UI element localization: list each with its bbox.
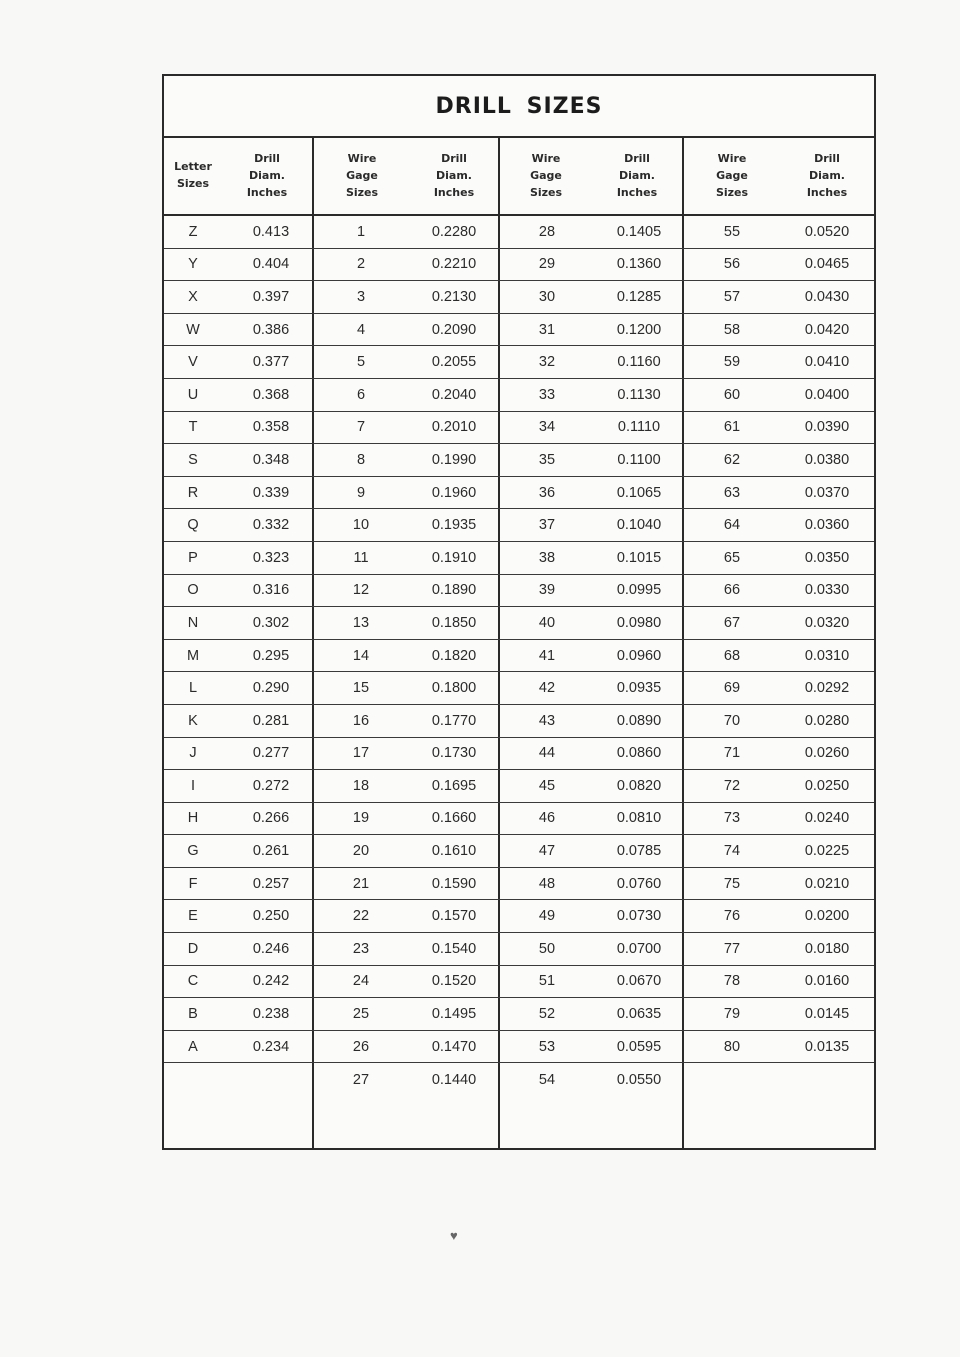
wire-gage-cell: 71 (723, 745, 741, 762)
table-row (164, 738, 874, 771)
drill-diameter-cell: 0.0250 (804, 777, 850, 794)
drill-diameter-cell: 0.2280 (431, 223, 477, 240)
wire-gage-cell: 34 (538, 419, 556, 436)
drill-diameter-cell: 0.1590 (431, 875, 477, 892)
drill-diameter-cell: 0.0520 (804, 223, 850, 240)
letter-size-cell: H (187, 810, 199, 827)
column-header-line: Drill (441, 151, 467, 165)
drill-diameter-cell: 0.0400 (804, 386, 850, 403)
wire-gage-cell: 25 (352, 1006, 370, 1023)
table-row (164, 509, 874, 542)
drill-diameter-cell: 0.1015 (616, 549, 662, 566)
drill-diameter-cell: 0.0890 (616, 712, 662, 729)
wire-gage-cell: 49 (538, 908, 556, 925)
drill-diameter-cell: 0.0160 (804, 973, 850, 990)
drill-diameter-cell: 0.242 (252, 973, 290, 990)
drill-diameter-cell: 0.1820 (431, 647, 477, 664)
wire-gage-cell: 77 (723, 940, 741, 957)
drill-diameter-cell: 0.1495 (431, 1006, 477, 1023)
drill-diameter-cell: 0.0980 (616, 614, 662, 631)
table-row (164, 900, 874, 933)
drill-diameter-cell: 0.0360 (804, 517, 850, 534)
drill-diameter-cell: 0.0210 (804, 875, 850, 892)
letter-size-cell: U (187, 386, 199, 403)
letter-size-cell: V (188, 354, 198, 371)
column-header-line: Diam. (809, 168, 845, 182)
wire-gage-cell: 47 (538, 843, 556, 860)
wire-gage-cell: 36 (538, 484, 556, 501)
drill-diameter-cell: 0.1100 (617, 451, 661, 468)
letter-size-cell: P (188, 549, 198, 566)
drill-diameter-cell: 0.0200 (804, 908, 850, 925)
wire-gage-cell: 38 (538, 549, 556, 566)
wire-gage-cell: 40 (538, 614, 556, 631)
column-header-line: Drill (814, 151, 840, 165)
wire-gage-cell: 46 (538, 810, 556, 827)
wire-gage-cell: 12 (352, 582, 370, 599)
wire-gage-cell: 66 (723, 582, 741, 599)
wire-gage-cell: 53 (538, 1038, 556, 1055)
table-row (164, 1031, 874, 1064)
table-row (164, 705, 874, 738)
wire-gage-cell: 31 (538, 321, 556, 338)
wire-gage-cell: 65 (723, 549, 741, 566)
drill-diameter-cell: 0.358 (252, 419, 290, 436)
drill-diameter-cell: 0.0935 (616, 680, 662, 697)
wire-gage-cell: 54 (538, 1071, 556, 1088)
column-header-line: Inches (246, 185, 288, 199)
drill-diameter-cell: 0.1470 (431, 1038, 477, 1055)
drill-diameter-cell: 0.1160 (617, 354, 661, 371)
wire-gage-cell: 19 (352, 810, 370, 827)
letter-size-cell: I (190, 777, 196, 794)
column-header-line: Diam. (436, 168, 472, 182)
letter-size-cell: N (187, 614, 199, 631)
letter-size-cell: J (189, 745, 197, 762)
drill-diameter-cell: 0.1770 (431, 712, 477, 729)
wire-gage-cell: 41 (538, 647, 556, 664)
drill-diameter-cell: 0.1130 (617, 386, 661, 403)
column-header-line: Diam. (249, 168, 285, 182)
wire-gage-cell: 67 (723, 614, 741, 631)
wire-gage-cell: 55 (723, 223, 741, 240)
drill-diameter-cell: 0.0260 (804, 745, 850, 762)
wire-gage-cell: 14 (352, 647, 370, 664)
table-body (164, 216, 874, 1096)
drill-diameter-cell: 0.0810 (616, 810, 662, 827)
wire-gage-cell: 80 (723, 1038, 741, 1055)
wire-gage-cell: 45 (538, 777, 556, 794)
drill-diameter-cell: 0.277 (252, 745, 290, 762)
column-header (314, 136, 410, 214)
wire-gage-cell: 58 (723, 321, 741, 338)
table-row (164, 868, 874, 901)
drill-diameter-cell: 0.348 (252, 451, 290, 468)
drill-diameter-cell: 0.0465 (804, 256, 850, 273)
drill-diameter-cell: 0.281 (252, 712, 290, 729)
drill-diameter-cell: 0.0320 (804, 614, 850, 631)
table-row (164, 412, 874, 445)
drill-diameter-cell: 0.246 (252, 940, 290, 957)
drill-diameter-cell: 0.0820 (616, 777, 662, 794)
drill-diameter-cell: 0.0370 (804, 484, 850, 501)
wire-gage-cell: 76 (723, 908, 741, 925)
drill-diameter-cell: 0.1850 (431, 614, 477, 631)
drill-diameter-cell: 0.332 (252, 517, 290, 534)
drill-diameter-cell: 0.0860 (616, 745, 662, 762)
column-header-line: Sizes (176, 177, 210, 190)
drill-diameter-cell: 0.1065 (616, 484, 662, 501)
drill-diameter-cell: 0.1660 (431, 810, 477, 827)
drill-diameter-cell: 0.0420 (804, 321, 850, 338)
drill-diameter-cell: 0.323 (252, 549, 290, 566)
column-header (592, 136, 682, 214)
column-header-line: Gage (716, 168, 748, 182)
drill-diameter-cell: 0.413 (252, 223, 290, 240)
wire-gage-cell: 56 (723, 256, 741, 273)
letter-size-cell: K (188, 712, 198, 729)
table-row (164, 281, 874, 314)
drill-diameter-cell: 0.261 (252, 843, 290, 860)
wire-gage-cell: 2 (356, 256, 366, 273)
wire-gage-cell: 17 (352, 745, 370, 762)
drill-diameter-cell: 0.1570 (431, 908, 477, 925)
drill-diameter-cell: 0.2010 (431, 419, 477, 436)
wire-gage-cell: 7 (356, 419, 366, 436)
drill-diameter-cell: 0.1110 (617, 419, 661, 436)
column-header-line: Diam. (619, 168, 655, 182)
wire-gage-cell: 63 (723, 484, 741, 501)
letter-size-cell: G (187, 843, 199, 860)
letter-size-cell: E (188, 908, 198, 925)
column-header-line: Gage (530, 168, 562, 182)
wire-gage-cell: 4 (356, 321, 366, 338)
wire-gage-cell: 8 (356, 451, 366, 468)
wire-gage-cell: 51 (538, 973, 556, 990)
drill-diameter-cell: 0.1990 (431, 451, 477, 468)
wire-gage-cell: 68 (723, 647, 741, 664)
wire-gage-cell: 44 (538, 745, 556, 762)
column-header (500, 136, 592, 214)
wire-gage-cell: 15 (352, 680, 370, 697)
wire-gage-cell: 64 (723, 517, 741, 534)
table-row (164, 477, 874, 510)
column-header-line: Drill (254, 151, 280, 165)
drill-diameter-cell: 0.1935 (431, 517, 477, 534)
column-header-line: Inches (616, 185, 658, 199)
drill-diameter-cell: 0.0730 (616, 908, 662, 925)
drill-diameter-cell: 0.0785 (616, 843, 662, 860)
drill-diameter-cell: 0.2090 (431, 321, 477, 338)
drill-diameter-cell: 0.266 (252, 810, 290, 827)
letter-size-cell: C (187, 973, 199, 990)
drill-diameter-cell: 0.2040 (431, 386, 477, 403)
wire-gage-cell: 43 (538, 712, 556, 729)
letter-size-cell: M (186, 647, 200, 664)
table-row (164, 803, 874, 836)
drill-diameter-cell: 0.1360 (616, 256, 662, 273)
drill-diameter-cell: 0.0135 (804, 1038, 850, 1055)
drill-diameter-cell: 0.1610 (431, 843, 477, 860)
drill-diameter-cell: 0.1960 (431, 484, 477, 501)
letter-size-cell: T (188, 419, 198, 436)
drill-diameter-cell: 0.397 (252, 288, 290, 305)
drill-diameter-cell: 0.1405 (616, 223, 662, 240)
drill-diameter-cell: 0.0280 (804, 712, 850, 729)
wire-gage-cell: 6 (356, 386, 366, 403)
column-header-line: Inches (433, 185, 475, 199)
wire-gage-cell: 48 (538, 875, 556, 892)
drill-diameter-cell: 0.404 (252, 256, 290, 273)
column-header-line: Sizes (529, 185, 563, 199)
wire-gage-cell: 33 (538, 386, 556, 403)
column-header (410, 136, 498, 214)
drill-diameter-cell: 0.1040 (616, 517, 662, 534)
letter-size-cell: X (188, 288, 198, 305)
table-row (164, 1063, 874, 1096)
letter-size-cell: F (188, 875, 198, 892)
drill-diameter-cell: 0.1800 (431, 680, 477, 697)
wire-gage-cell: 59 (723, 354, 741, 371)
wire-gage-cell: 74 (723, 843, 741, 860)
drill-diameter-cell: 0.339 (252, 484, 290, 501)
column-header-line: Inches (806, 185, 848, 199)
drill-diameter-cell (222, 1063, 320, 1096)
drill-diameter-cell: 0.234 (252, 1038, 290, 1055)
drill-sizes-table (162, 74, 876, 1150)
column-header-line: Sizes (345, 185, 379, 199)
drill-diameter-cell: 0.2210 (431, 256, 477, 273)
letter-size-cell: S (188, 451, 198, 468)
wire-gage-cell: 42 (538, 680, 556, 697)
table-row (164, 672, 874, 705)
table-row (164, 607, 874, 640)
table-row (164, 770, 874, 803)
wire-gage-cell: 23 (352, 940, 370, 957)
column-header-line: Drill (624, 151, 650, 165)
letter-size-cell: Y (188, 256, 198, 273)
wire-gage-cell: 26 (352, 1038, 370, 1055)
drill-diameter-cell: 0.2130 (431, 288, 477, 305)
drill-diameter-cell: 0.250 (252, 908, 290, 925)
drill-diameter-cell: 0.0410 (804, 354, 850, 371)
wire-gage-cell: 75 (723, 875, 741, 892)
wire-gage-cell (684, 1063, 780, 1096)
drill-diameter-cell: 0.0550 (616, 1071, 662, 1088)
drill-diameter-cell: 0.1200 (616, 321, 662, 338)
wire-gage-cell: 1 (356, 223, 366, 240)
wire-gage-cell: 22 (352, 908, 370, 925)
wire-gage-cell: 72 (723, 777, 741, 794)
drill-diameter-cell: 0.0145 (804, 1006, 850, 1023)
column-header (164, 136, 222, 214)
letter-size-cell: Z (188, 223, 198, 240)
table-title-text: DRILL SIZES (435, 93, 603, 119)
table-row (164, 249, 874, 282)
wire-gage-cell: 37 (538, 517, 556, 534)
letter-size-cell: L (188, 680, 198, 697)
wire-gage-cell: 3 (356, 288, 366, 305)
drill-diameter-cell: 0.0635 (616, 1006, 662, 1023)
drill-diameter-cell: 0.0760 (616, 875, 662, 892)
table-row (164, 575, 874, 608)
wire-gage-cell: 73 (723, 810, 741, 827)
drill-diameter-cell: 0.1540 (431, 940, 477, 957)
drill-diameter-cell (780, 1063, 874, 1096)
drill-diameter-cell: 0.0960 (616, 647, 662, 664)
drill-diameter-cell: 0.0595 (616, 1038, 662, 1055)
letter-size-cell: Q (187, 517, 199, 534)
drill-diameter-cell: 0.302 (252, 614, 290, 631)
wire-gage-cell: 20 (352, 843, 370, 860)
letter-size-cell: O (187, 582, 199, 599)
drill-diameter-cell: 0.0310 (804, 647, 850, 664)
table-row (164, 998, 874, 1031)
drill-diameter-cell: 0.0670 (616, 973, 662, 990)
table-row (164, 216, 874, 249)
wire-gage-cell: 30 (538, 288, 556, 305)
wire-gage-cell: 5 (356, 354, 366, 371)
drill-diameter-cell: 0.290 (252, 680, 290, 697)
wire-gage-cell: 18 (352, 777, 370, 794)
drill-diameter-cell: 0.1890 (431, 582, 477, 599)
drill-diameter-cell: 0.238 (252, 1006, 290, 1023)
drill-diameter-cell: 0.377 (252, 354, 290, 371)
column-header (684, 136, 780, 214)
wire-gage-cell: 70 (723, 712, 741, 729)
drill-diameter-cell: 0.316 (252, 582, 290, 599)
drill-diameter-cell: 0.1285 (616, 288, 662, 305)
wire-gage-cell: 29 (538, 256, 556, 273)
drill-diameter-cell: 0.0225 (804, 843, 850, 860)
drill-diameter-cell: 0.0700 (616, 940, 662, 957)
wire-gage-cell: 13 (352, 614, 370, 631)
drill-diameter-cell: 0.2055 (431, 354, 477, 371)
wire-gage-cell: 16 (352, 712, 370, 729)
wire-gage-cell: 11 (353, 549, 369, 566)
page-mark: ♥ (450, 1228, 458, 1243)
wire-gage-cell: 10 (352, 517, 370, 534)
column-header (780, 136, 874, 214)
drill-diameter-cell: 0.0430 (804, 288, 850, 305)
drill-diameter-cell: 0.1695 (431, 777, 477, 794)
drill-diameter-cell: 0.0380 (804, 451, 850, 468)
wire-gage-cell: 9 (356, 484, 366, 501)
wire-gage-cell: 35 (538, 451, 556, 468)
table-row (164, 444, 874, 477)
column-header (222, 136, 312, 214)
drill-diameter-cell: 0.0180 (804, 940, 850, 957)
table-row (164, 933, 874, 966)
drill-diameter-cell: 0.257 (252, 875, 290, 892)
wire-gage-cell: 60 (723, 386, 741, 403)
drill-diameter-cell: 0.368 (252, 386, 290, 403)
table-row (164, 379, 874, 412)
drill-diameter-cell: 0.295 (252, 647, 290, 664)
wire-gage-cell: 78 (723, 973, 741, 990)
drill-diameter-cell: 0.1730 (431, 745, 477, 762)
wire-gage-cell: 69 (723, 680, 741, 697)
drill-diameter-cell: 0.0292 (804, 680, 850, 697)
wire-gage-cell: 62 (723, 451, 741, 468)
header-row (164, 136, 874, 216)
column-header-line: Wire (717, 151, 747, 165)
drill-diameter-cell: 0.0240 (804, 810, 850, 827)
drill-diameter-cell: 0.1910 (431, 549, 477, 566)
column-header-line: Wire (531, 151, 561, 165)
table-title (164, 76, 874, 138)
letter-size-cell: D (187, 940, 199, 957)
table-row (164, 346, 874, 379)
wire-gage-cell: 32 (538, 354, 556, 371)
letter-size-cell: B (188, 1006, 198, 1023)
column-header-line: Sizes (715, 185, 749, 199)
column-header-line: Letter (174, 160, 212, 173)
column-header-line: Wire (347, 151, 377, 165)
drill-diameter-cell: 0.0350 (804, 549, 850, 566)
table-row (164, 640, 874, 673)
wire-gage-cell: 39 (538, 582, 556, 599)
letter-size-cell: R (187, 484, 199, 501)
wire-gage-cell: 61 (723, 419, 741, 436)
column-header-line: Gage (346, 168, 378, 182)
table-row (164, 835, 874, 868)
wire-gage-cell: 28 (538, 223, 556, 240)
wire-gage-cell: 79 (723, 1006, 741, 1023)
letter-size-cell (164, 1063, 222, 1096)
wire-gage-cell: 50 (538, 940, 556, 957)
wire-gage-cell: 27 (352, 1071, 370, 1088)
table-row (164, 966, 874, 999)
drill-diameter-cell: 0.0390 (804, 419, 850, 436)
drill-diameter-cell: 0.272 (252, 777, 290, 794)
wire-gage-cell: 52 (538, 1006, 556, 1023)
drill-diameter-cell: 0.1440 (431, 1071, 477, 1088)
drill-diameter-cell: 0.386 (252, 321, 290, 338)
drill-diameter-cell: 0.0995 (616, 582, 662, 599)
table-row (164, 542, 874, 575)
letter-size-cell: A (188, 1038, 198, 1055)
table-row (164, 314, 874, 347)
letter-size-cell: W (186, 321, 200, 338)
wire-gage-cell: 24 (352, 973, 370, 990)
drill-diameter-cell: 0.1520 (431, 973, 477, 990)
wire-gage-cell: 21 (352, 875, 370, 892)
drill-diameter-cell: 0.0330 (804, 582, 850, 599)
wire-gage-cell: 57 (723, 288, 741, 305)
